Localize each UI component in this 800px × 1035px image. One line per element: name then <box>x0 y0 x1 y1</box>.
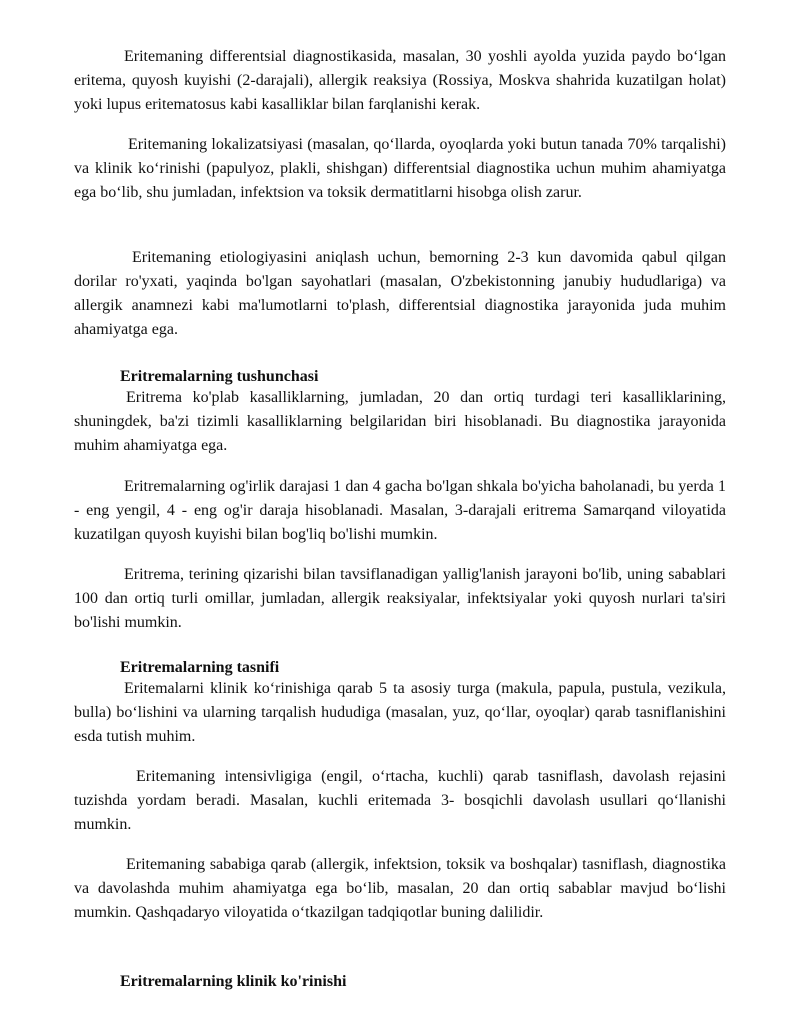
paragraph-intensity: Eritemaning intensivligiga (engil, o‘rtacha, kuchli) qarab tasniflash, davolash rejasini tuzishda yordam beradi. Masalan, kuchli eritemada 3- bosqichli davolash usullari qo‘llanishi mumkin. <box>74 768 726 833</box>
paragraph-cause-classification: Eritemaning sababiga qarab (allergik, infektsion, toksik va boshqalar) tasniflash, diagnostika va davolashda muhim ahamiyatga ega bo‘lib, masalan, 20 dan ortiq sabablar mavjud bo‘lishi mumkin. Qashqadaryo viloyatida o‘tkazilgan tadqiqotlar buning dalilidir. <box>74 856 726 921</box>
paragraph-severity-scale: Eritremalarning og'irlik darajasi 1 dan 4 gacha bo'lgan shkala bo'yicha baholanadi, bu yerda 1 - eng yengil, 4 - eng og'ir daraja hisoblanadi. Masalan, 3-darajali eritrema Samarqand viloyatida kuzatilgan quyosh kuyishi bilan bog'liq bo'lishi mumkin. <box>74 478 726 543</box>
paragraph-etiology: Eritemaning etiologiyasini aniqlash uchun, bemorning 2-3 kun davomida qabul qilgan dorilar ro'yxati, yaqinda bo'lgan sayohatlari (masalan, O'zbekistonning janubiy hududlariga) va allergik anamnezi kabi ma'lumotlarni to'plash, differentsial diagnostika jarayonida juda muhim ahamiyatga ega. <box>74 249 726 338</box>
paragraph-localization: Eritemaning lokalizatsiyasi (masalan, qo‘llarda, oyoqlarda yoki butun tanada 70% tarqalishi) va klinik ko‘rinishi (papulyoz, plakli, shishgan) differentsial diagnostika uchun muhim ahamiyatga ega bo‘lib, shu jumladan, infektsion va toksik dermatitlarni hisobga olish zarur. <box>74 136 726 201</box>
heading-classification: Eritremalarning tasnifi <box>120 659 280 676</box>
heading-clinical-picture: Eritremalarning klinik ko'rinishi <box>120 973 347 990</box>
paragraph-clinical-types: Eritemalarni klinik ko‘rinishiga qarab 5 ta asosiy turga (makula, papula, pustula, vezikula, bulla) bo‘lishini va ularning tarqalish hududiga (masalan, yuz, qo‘llar, oyoqlar) qarab tasniflanishini esda tutish muhim. <box>74 680 726 745</box>
paragraph-differential-diagnosis: Eritemaning differentsial diagnostikasida, masalan, 30 yoshli ayolda yuzida paydo bo‘lgan eritema, quyosh kuyishi (2-darajali), allergik reaksiya (Rossiya, Moskva shahrida kuzatilgan holat) yoki lupus eritematosus kabi kasalliklar bilan farqlanishi kerak. <box>74 48 726 113</box>
paragraph-erythema-causes: Eritrema, terining qizarishi bilan tavsiflanadigan yallig'lanish jarayoni bo'lib, uning sabablari 100 dan ortiq turli omillar, jumladan, allergik reaksiyalar, infektsiyalar yoki quyosh nurlari ta'siri bo'lishi mumkin. <box>74 566 726 631</box>
paragraph-concept-definition: Eritrema ko'plab kasalliklarning, jumladan, 20 dan ortiq turdagi teri kasalliklarining, shuningdek, ba'zi tizimli kasalliklarning belgilaridan biri hisoblanadi. Bu diagnostika jarayonida muhim ahamiyatga ega. <box>74 389 726 454</box>
heading-concept: Eritremalarning tushunchasi <box>120 368 319 385</box>
